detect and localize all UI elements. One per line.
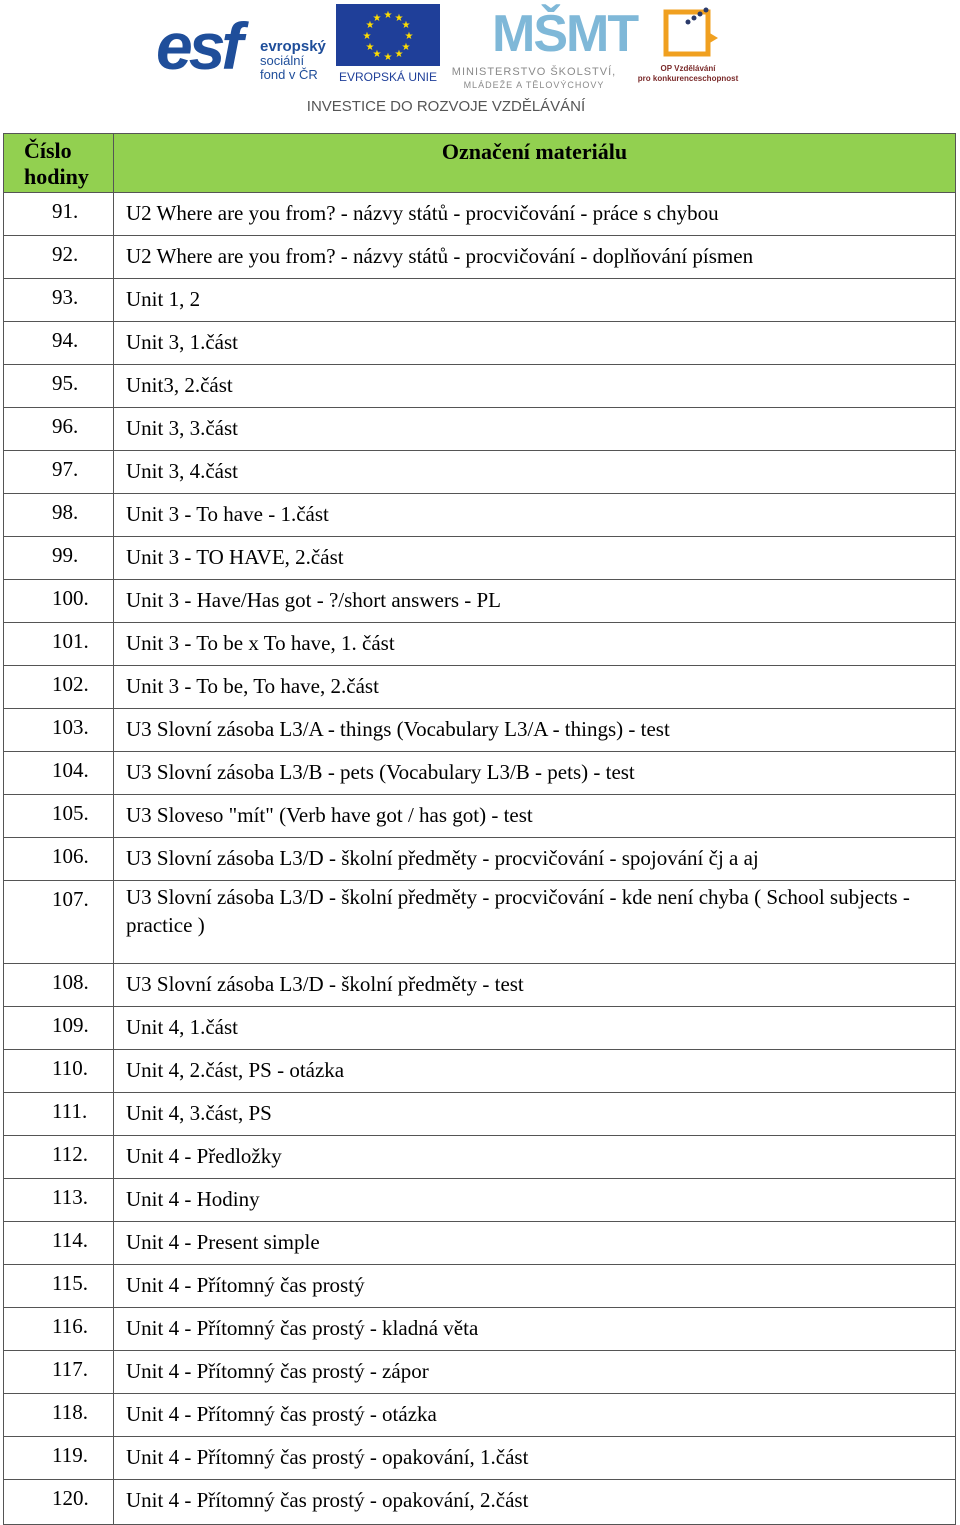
lesson-number: 102. (4, 666, 114, 708)
esf-caption-line2: sociální (260, 53, 305, 68)
lesson-number: 109. (4, 1007, 114, 1049)
esf-logo (156, 4, 332, 88)
svg-text:★: ★ (362, 31, 372, 42)
table-row (4, 1222, 955, 1265)
material-label: Unit 1, 2 (126, 287, 201, 311)
table-row (4, 408, 955, 451)
lessons-table (3, 133, 956, 1525)
material-label: Unit 4, 2.část, PS - otázka (126, 1058, 345, 1082)
lesson-number: 104. (4, 752, 114, 794)
table-header-row (4, 134, 955, 193)
header-material-label: Označení materiálu (441, 139, 628, 164)
msmt-logo-mark: MŠMT (492, 5, 638, 63)
material-label: U2 Where are you from? - názvy států - procvičování - práce s chybou (126, 201, 719, 225)
material-label: U3 Slovní zásoba L3/D - školní předměty - procvičování - spojování čj a aj (126, 846, 759, 870)
esf-caption-line3: fond v ČR (260, 67, 318, 82)
svg-text:★: ★ (404, 31, 414, 42)
lesson-number: 96. (4, 408, 114, 450)
table-row (4, 193, 955, 236)
material-label: Unit 4, 3.část, PS (126, 1101, 272, 1125)
material-label: U3 Slovní zásoba L3/D - školní předměty - test (126, 972, 524, 996)
esf-logo-mark: esf (156, 9, 240, 83)
lesson-number: 114. (4, 1222, 114, 1264)
lesson-number: 116. (4, 1308, 114, 1350)
material-label: Unit 3, 4.část (126, 459, 238, 483)
eu-logo-caption: EVROPSKÁ UNIE (338, 70, 438, 84)
material-label: Unit 3 - To have - 1.část (126, 502, 329, 526)
lesson-number: 117. (4, 1351, 114, 1393)
eu-logo (336, 4, 440, 88)
svg-text:★: ★ (394, 49, 404, 60)
op-caption-line1: OP Vzdělávání (660, 64, 716, 73)
lesson-number: 120. (4, 1480, 114, 1524)
table-row (4, 752, 955, 795)
table-row (4, 1093, 955, 1136)
material-label: Unit 3 - TO HAVE, 2.část (126, 545, 344, 569)
table-row (4, 1179, 955, 1222)
material-label: Unit3, 2.část (126, 373, 233, 397)
table-row (4, 236, 955, 279)
table-row (4, 1351, 955, 1394)
svg-text:★: ★ (372, 49, 382, 60)
svg-text:★: ★ (383, 52, 393, 63)
table-row (4, 1050, 955, 1093)
table-row (4, 795, 955, 838)
svg-text:★: ★ (401, 42, 411, 53)
material-label: Unit 4 - Přítomný čas prostý - zápor (126, 1359, 429, 1383)
table-row (4, 1394, 955, 1437)
lesson-number: 119. (4, 1437, 114, 1479)
eu-flag-icon (336, 4, 440, 66)
material-label: Unit 3, 1.část (126, 330, 238, 354)
material-label: Unit 4 - Present simple (126, 1230, 320, 1254)
lesson-number: 113. (4, 1179, 114, 1221)
table-row (4, 1265, 955, 1308)
svg-text:★: ★ (365, 42, 375, 53)
table-row (4, 365, 955, 408)
svg-text:★: ★ (401, 20, 411, 31)
lesson-number: 103. (4, 709, 114, 751)
table-row (4, 881, 955, 964)
table-row (4, 1308, 955, 1351)
lesson-number: 107. (4, 881, 114, 963)
material-label: Unit 4 - Přítomný čas prostý - otázka (126, 1402, 437, 1426)
material-label: Unit 3 - To be x To have, 1. část (126, 631, 395, 655)
lesson-number: 115. (4, 1265, 114, 1307)
msmt-caption-line2: MLÁDEŽE A TĚLOVÝCHOVY (463, 80, 605, 90)
msmt-logo (444, 4, 638, 92)
lesson-number: 99. (4, 537, 114, 579)
svg-text:★: ★ (394, 13, 404, 24)
op-vk-logo-caption (628, 64, 748, 84)
msmt-caption-line1: MINISTERSTVO ŠKOLSTVÍ, (451, 66, 617, 78)
material-label: U3 Sloveso "mít" (Verb have got / has got) - test (126, 803, 533, 827)
lesson-number: 94. (4, 322, 114, 364)
svg-text:★: ★ (365, 20, 375, 31)
banner-tagline: INVESTICE DO ROZVOJE VZDĚLÁVÁNÍ (306, 98, 586, 115)
table-row (4, 279, 955, 322)
table-row (4, 838, 955, 881)
table-row (4, 1136, 955, 1179)
table-row (4, 623, 955, 666)
material-label: Unit 4 - Přítomný čas prostý - kladná věta (126, 1316, 479, 1340)
table-row (4, 1437, 955, 1480)
header-lesson-number: Číslo hodiny (4, 134, 114, 192)
material-label: Unit 4 - Předložky (126, 1144, 282, 1168)
material-label: Unit 3 - Have/Has got - ?/short answers - PL (126, 588, 502, 612)
table-row (4, 451, 955, 494)
lesson-number: 100. (4, 580, 114, 622)
op-vk-logo-icon (628, 2, 748, 64)
lesson-number: 112. (4, 1136, 114, 1178)
op-caption-line2: pro konkurenceschopnost (637, 74, 739, 83)
lesson-number: 98. (4, 494, 114, 536)
material-label: Unit 4, 1.část (126, 1015, 238, 1039)
svg-text:★: ★ (383, 10, 393, 21)
table-row (4, 537, 955, 580)
material-label: Unit 3, 3.část (126, 416, 238, 440)
esf-logo-caption (260, 40, 326, 82)
table-row (4, 1007, 955, 1050)
material-label: U2 Where are you from? - názvy států - procvičování - doplňování písmen (126, 244, 754, 268)
logo-banner (150, 0, 750, 130)
lesson-number: 108. (4, 964, 114, 1006)
material-label: U3 Slovní zásoba L3/A - things (Vocabulary L3/A - things) - test (126, 717, 670, 741)
material-label: Unit 4 - Hodiny (126, 1187, 260, 1211)
material-label: U3 Slovní zásoba L3/D - školní předměty - procvičování - kde není chyba ( School subjects - practice ) (126, 885, 910, 937)
table-row (4, 666, 955, 709)
material-label: Unit 4 - Přítomný čas prostý (126, 1273, 365, 1297)
lesson-number: 101. (4, 623, 114, 665)
table-row (4, 1480, 955, 1524)
lesson-number: 91. (4, 193, 114, 235)
lesson-number: 93. (4, 279, 114, 321)
lesson-number: 118. (4, 1394, 114, 1436)
table-row (4, 322, 955, 365)
lesson-number: 92. (4, 236, 114, 278)
table-row (4, 494, 955, 537)
lesson-number: 95. (4, 365, 114, 407)
material-label: Unit 3 - To be, To have, 2.část (126, 674, 379, 698)
table-row (4, 709, 955, 752)
table-row (4, 964, 955, 1007)
lesson-number: 110. (4, 1050, 114, 1092)
svg-text:★: ★ (372, 13, 382, 24)
material-label: Unit 4 - Přítomný čas prostý - opakování, 2.část (126, 1488, 529, 1512)
table-row (4, 580, 955, 623)
material-label: U3 Slovní zásoba L3/B - pets (Vocabulary L3/B - pets) - test (126, 760, 635, 784)
lesson-number: 111. (4, 1093, 114, 1135)
lesson-number: 105. (4, 795, 114, 837)
lesson-number: 106. (4, 838, 114, 880)
material-label: Unit 4 - Přítomný čas prostý - opakování, 1.část (126, 1445, 529, 1469)
lesson-number: 97. (4, 451, 114, 493)
op-vk-logo (628, 2, 748, 90)
table-body (4, 193, 955, 1524)
esf-caption-line1: evropský (260, 38, 326, 55)
